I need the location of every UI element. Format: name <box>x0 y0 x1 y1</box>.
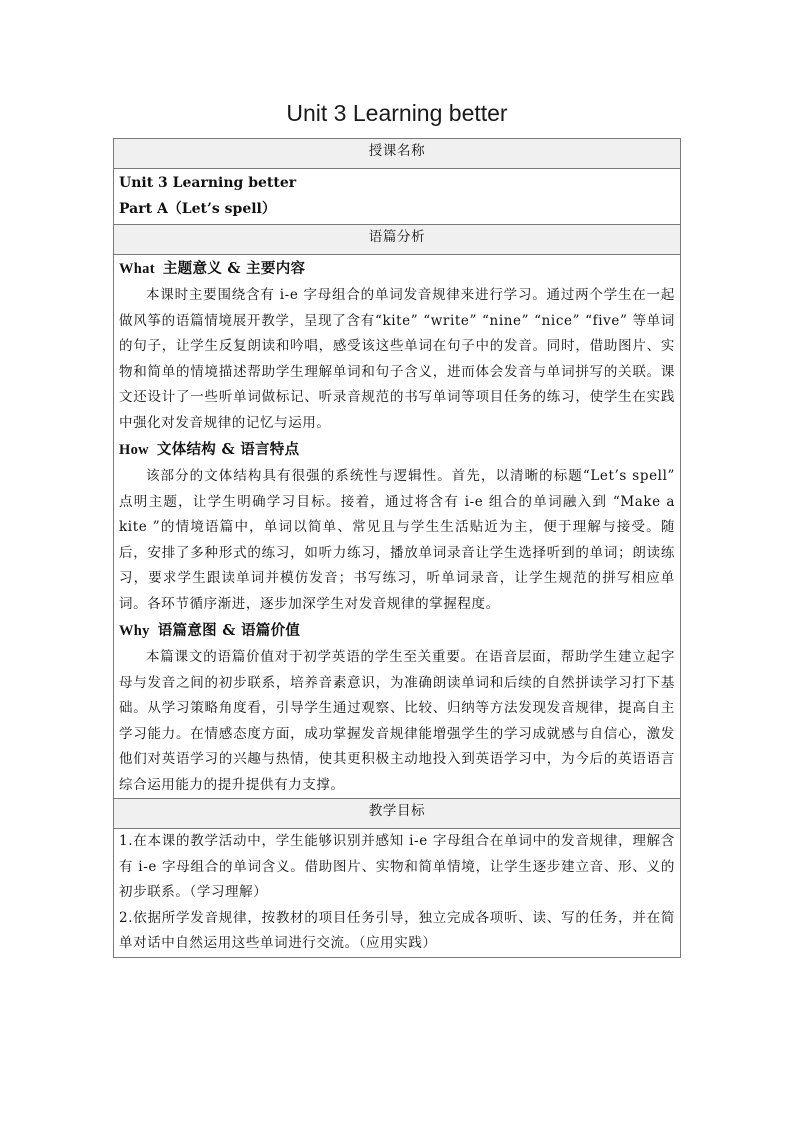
why-paragraph: 本篇课文的语篇价值对于初学英语的学生至关重要。在语音层面，帮助学生建立起字母与发音之间的初步联系，培养音素意识，为准确朗读单词和后续的自然拼读学习打下基础。从学习策略角度看，引导学生通过观察、比较、归纳等方法发现发音规律，提高自主学习能力。在情感态度方面，成功掌握发音规律能增强学生的学习成就感与自信心，激发他们对英语学习的兴趣与热情，使其更积极主动地投入到英语学习中，为今后的英语语言综合运用能力的提升提供有力支撑。 <box>119 649 675 793</box>
what-label-en: What <box>119 261 155 277</box>
lesson-plan-table <box>113 138 681 958</box>
goal-item-1: 1.在本课的教学活动中，学生能够识别并感知 i-e 字母组合在单词中的发音规律，理解含有 i-e 字母组合的单词含义。借助图片、实物和简单情境，让学生逐步建立音、形、义的初步联系。（学习理解） <box>119 833 675 900</box>
page-title: Unit 3 Learning better <box>286 100 508 126</box>
how-label-cn: 文体结构 & 语言特点 <box>156 441 300 458</box>
analysis-header: 语篇分析 <box>114 225 681 255</box>
course-name-header: 授课名称 <box>114 139 681 169</box>
goal-item-2: 2.依据所学发音规律，按教材的项目任务引导，独立完成各项听、读、写的任务，并在简单对话中自然运用这些单词进行交流。（应用实践） <box>119 909 675 951</box>
why-heading <box>119 617 675 645</box>
course-unit-name: Unit 3 Learning better <box>119 175 297 191</box>
how-label-en: How <box>119 442 149 458</box>
why-label-cn: 语篇意图 & 语篇价值 <box>157 622 301 639</box>
goals-cell <box>114 829 681 958</box>
course-part-name: Part A（Let’s spell） <box>119 200 276 217</box>
how-paragraph: 该部分的文体结构具有很强的系统性与逻辑性。首先，以清晰的标题“Let’s spell” 点明主题，让学生明确学习目标。接着，通过将含有 i-e 组合的单词融入到 “Make a kite ”的情境语篇中，单词以简单、常见且与学生生活贴近为主，便于理解与接受。随后，安排了多种形式的练习，如听力练习，播放单词录音让学生选择听到的单词；朗读练习，要求学生跟读单词并模仿发音；书写练习，听单词录音，让学生规范的拼写相应单词。各环节循序渐进，逐步加深学生对发音规律的掌握程度。 <box>119 468 675 612</box>
how-heading <box>119 436 675 464</box>
what-heading <box>119 255 675 283</box>
goals-header: 教学目标 <box>114 799 681 829</box>
what-paragraph: 本课时主要围绕含有 i-e 字母组合的单词发音规律来进行学习。通过两个学生在一起做风筝的语篇情境展开教学，呈现了含有“kite” “write” “nine” “nice” “five” 等单词的句子，让学生反复朗读和吟唱，感受该这些单词在句子中的发音。同时，借助图片、实物和简单的情境描述帮助学生理解单词和句子含义，进而体会发音与单词拼写的关联。课文还设计了一些听单词做标记、听录音规范的书写单词等项目任务的练习，使学生在实践中强化对发音规律的记忆与运用。 <box>119 287 675 431</box>
analysis-cell <box>114 255 681 799</box>
course-name-cell <box>114 169 681 225</box>
what-label-cn: 主题意义 & 主要内容 <box>162 260 306 277</box>
why-label-en: Why <box>119 623 150 639</box>
